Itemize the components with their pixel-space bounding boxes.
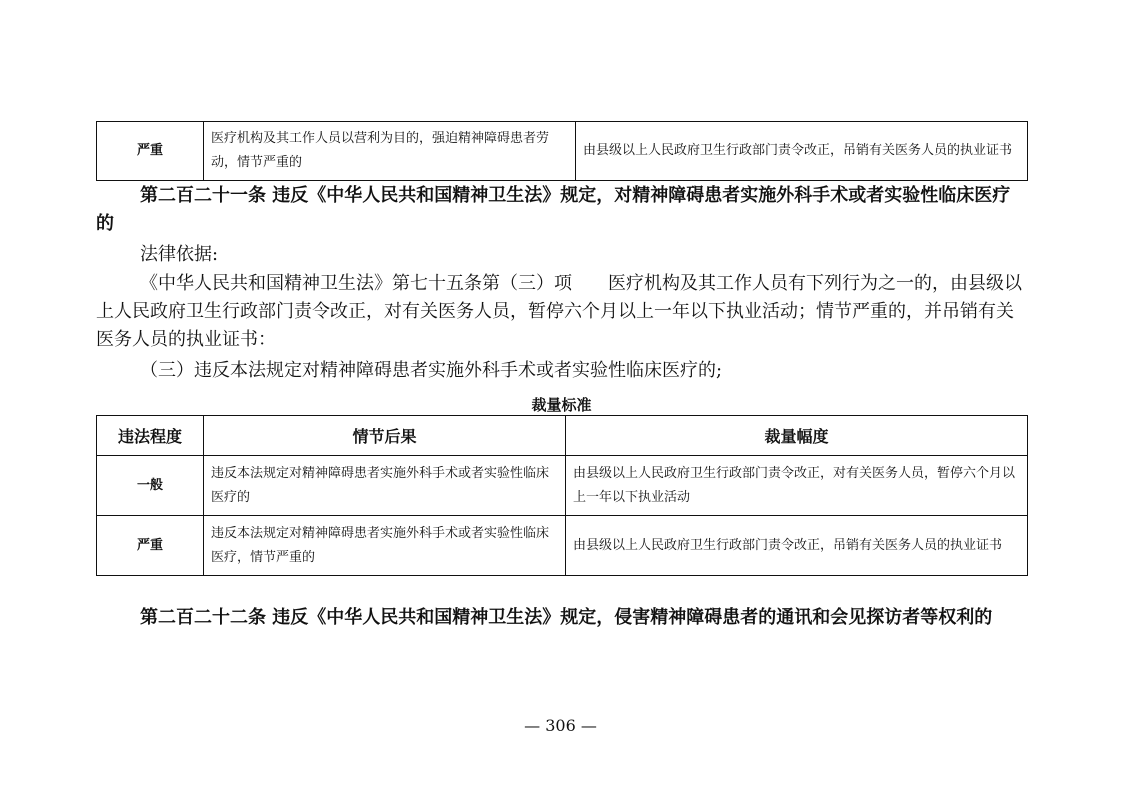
page-number: — 306 — xyxy=(524,716,597,735)
severity-cell: 严重 xyxy=(97,516,204,576)
legal-basis-text: 《中华人民共和国精神卫生法》第七十五条第（三）项 医疗机构及其工作人员有下列行为之一的，由县级以上人民政府卫生行政部门责令改正，对有关医务人员，暂停六个月以上一年以下执业活动；情节严重的，并吊销有关医务人员的执业证书： xyxy=(96,273,1022,350)
item-3-text: （三）违反本法规定对精神障碍患者实施外科手术或者实验性临床医疗的; xyxy=(140,360,723,381)
table-row xyxy=(97,516,1028,576)
table-row xyxy=(97,456,1028,516)
continued-standard-table xyxy=(96,121,1028,181)
article-222-heading: 第二百二十二条 违反《中华人民共和国精神卫生法》规定，侵害精神障碍患者的通讯和会见探访者等权利的 xyxy=(140,607,993,628)
article-221-heading: 第二百二十一条 违反《中华人民共和国精神卫生法》规定，对精神障碍患者实施外科手术或者实验性临床医疗的 xyxy=(96,185,1011,234)
circumstance-cell: 医疗机构及其工作人员以营利为目的，强迫精神障碍患者劳动，情节严重的 xyxy=(204,122,576,181)
penalty-cell: 由县级以上人民政府卫生行政部门责令改正，吊销有关医务人员的执业证书 xyxy=(576,122,1028,181)
severity-cell: 一般 xyxy=(97,456,204,516)
legal-basis-label: 法律依据: xyxy=(140,244,219,265)
header-penalty: 裁量幅度 xyxy=(566,416,1028,456)
header-severity: 违法程度 xyxy=(97,416,204,456)
penalty-cell: 由县级以上人民政府卫生行政部门责令改正，对有关医务人员，暂停六个月以上一年以下执业活动 xyxy=(566,456,1028,516)
circumstance-cell: 违反本法规定对精神障碍患者实施外科手术或者实验性临床医疗，情节严重的 xyxy=(204,516,566,576)
table-header-row xyxy=(97,416,1028,456)
circumstance-cell: 违反本法规定对精神障碍患者实施外科手术或者实验性临床医疗的 xyxy=(204,456,566,516)
discretion-standard-table xyxy=(96,415,1028,576)
header-circumstance: 情节后果 xyxy=(204,416,566,456)
table-row xyxy=(97,122,1028,181)
penalty-cell: 由县级以上人民政府卫生行政部门责令改正，吊销有关医务人员的执业证书 xyxy=(566,516,1028,576)
table-caption: 裁量标准 xyxy=(531,396,592,414)
severity-cell: 严重 xyxy=(97,122,204,181)
